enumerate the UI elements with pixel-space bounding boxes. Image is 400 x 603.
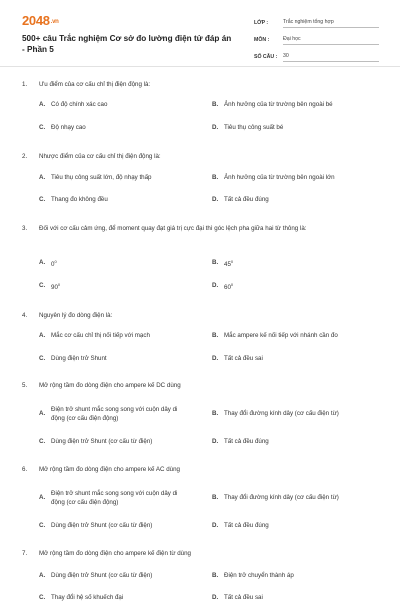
question-text: Nguyên lý đo dòng điện là: xyxy=(39,312,113,319)
question-text: Ưu điểm của cơ cấu chỉ thị điện động là: xyxy=(39,81,151,88)
option-text-main: Tiêu thụ công suất bé xyxy=(224,124,284,132)
option-text xyxy=(51,195,189,205)
answer-option-a[interactable] xyxy=(39,258,189,268)
option-text xyxy=(224,280,382,293)
option-letter: C. xyxy=(39,282,46,290)
option-letter: A. xyxy=(39,174,46,182)
option-text xyxy=(224,354,382,364)
option-text-main: Có độ chính xác cao xyxy=(51,101,108,109)
option-letter: D. xyxy=(212,522,219,530)
answer-option-a[interactable] xyxy=(39,571,189,581)
option-text xyxy=(224,100,382,110)
option-letter: B. xyxy=(212,572,219,580)
option-text-main: Ảnh hưởng của từ trường bên ngoài lớn xyxy=(224,174,335,182)
option-text-main: Tất cả đều đúng xyxy=(224,196,269,204)
question-number: 5. xyxy=(22,382,28,389)
question-number: 3. xyxy=(22,225,28,232)
option-text-main: Thang đo không đều xyxy=(51,196,108,204)
question-text: Mở rộng tầm đo dòng điện cho ampere kế điện từ dùng xyxy=(39,550,191,557)
answer-option-d[interactable] xyxy=(212,593,382,603)
option-letter: A. xyxy=(39,332,46,340)
question-text: Mở rộng tầm đo dòng điện cho ampere kế AC dùng xyxy=(39,466,180,473)
option-text-main: Tiêu thụ công suất lớn, độ nhạy thấp xyxy=(51,174,152,182)
option-text xyxy=(224,571,382,581)
option-superscript: 0 xyxy=(57,281,61,287)
option-letter: B. xyxy=(212,174,219,182)
option-text xyxy=(51,521,189,531)
meta-row-subject xyxy=(254,31,379,45)
answer-option-d[interactable] xyxy=(212,354,382,364)
option-text xyxy=(51,571,189,581)
option-letter: D. xyxy=(212,124,219,132)
option-letter: D. xyxy=(212,438,219,446)
answer-option-a[interactable] xyxy=(39,489,189,506)
option-letter: D. xyxy=(212,355,219,363)
option-text-main: Dùng điện trở Shunt (cơ cấu từ điện) xyxy=(51,572,153,580)
question-number: 2. xyxy=(22,153,28,160)
answer-option-d[interactable] xyxy=(212,437,382,447)
option-text-main: Thay đổi đường kính dây (cơ cấu điện từ) xyxy=(224,410,339,418)
question-stem xyxy=(22,152,378,162)
question-number: 6. xyxy=(22,466,28,473)
option-text-main: Tất cả đều sai xyxy=(224,594,263,602)
option-letter: A. xyxy=(39,101,46,109)
question-stem xyxy=(22,465,378,475)
answer-option-b[interactable] xyxy=(212,493,382,503)
question-stem xyxy=(22,381,378,391)
answer-option-a[interactable] xyxy=(39,100,189,110)
option-superscript: 0 xyxy=(230,258,234,264)
option-text-main: Tất cả đều đúng xyxy=(224,438,269,446)
option-text xyxy=(224,123,382,133)
meta-value: 30 xyxy=(283,53,379,62)
question-stem xyxy=(22,80,378,90)
meta-key: SỐ CÂU : xyxy=(254,54,278,60)
question-number: 7. xyxy=(22,550,28,557)
option-text-main: Điện trở shunt mắc song song với cuộn dây di động (cơ cấu điện động) xyxy=(51,405,178,422)
answer-option-b[interactable] xyxy=(212,100,382,110)
option-text-main: 90 xyxy=(51,283,58,291)
option-letter: B. xyxy=(212,101,219,109)
option-text-main: Mắc ampere kế nối tiếp với nhánh cần đo xyxy=(224,332,338,340)
answer-option-d[interactable] xyxy=(212,521,382,531)
answer-option-c[interactable] xyxy=(39,123,189,133)
option-letter: A. xyxy=(39,572,46,580)
answer-option-c[interactable] xyxy=(39,195,189,205)
option-letter: A. xyxy=(39,410,46,418)
option-text xyxy=(224,195,382,205)
answer-option-a[interactable] xyxy=(39,331,189,341)
meta-value: Trắc nghiệm tổng hợp xyxy=(283,19,379,28)
answer-option-c[interactable] xyxy=(39,593,189,603)
answer-option-a[interactable] xyxy=(39,173,189,183)
option-letter: C. xyxy=(39,594,46,602)
question-text: Mở rộng tầm đo dòng điện cho ampere kế DC dùng xyxy=(39,382,181,389)
option-text xyxy=(51,173,189,183)
option-letter: A. xyxy=(39,494,46,502)
meta-value: Đại học xyxy=(283,36,379,45)
option-text-main: Thay đổi đường kính dây (cơ cấu điện từ) xyxy=(224,494,339,502)
option-letter: D. xyxy=(212,282,219,290)
option-text-main: Tất cả đều đúng xyxy=(224,522,269,530)
question-number: 4. xyxy=(22,312,28,319)
answer-option-c[interactable] xyxy=(39,281,189,291)
answer-option-b[interactable] xyxy=(212,409,382,419)
meta-row-count xyxy=(254,48,379,62)
option-letter: C. xyxy=(39,522,46,530)
answer-option-b[interactable] xyxy=(212,331,382,341)
option-superscript: 0 xyxy=(230,281,234,287)
site-logo[interactable] xyxy=(22,13,59,28)
question-number: 1. xyxy=(22,81,28,88)
option-letter: B. xyxy=(212,332,219,340)
option-letter: C. xyxy=(39,196,46,204)
option-superscript: 0 xyxy=(54,258,57,264)
answer-option-d[interactable] xyxy=(212,195,382,205)
option-text-main: 0 xyxy=(51,260,55,268)
answer-option-a[interactable] xyxy=(39,405,189,422)
option-text xyxy=(224,409,382,419)
option-text xyxy=(224,593,382,603)
option-text xyxy=(224,493,382,503)
option-letter: B. xyxy=(212,259,219,267)
option-text-main: 45 xyxy=(224,260,231,268)
logo-suffix-text: .vn xyxy=(50,18,59,25)
answer-option-b[interactable] xyxy=(212,258,382,268)
option-text-main: Ảnh hưởng của từ trường bên ngoài bé xyxy=(224,101,333,109)
option-text xyxy=(224,331,382,341)
option-text xyxy=(224,257,382,270)
option-letter: B. xyxy=(212,494,219,502)
document-meta xyxy=(254,14,379,65)
option-text-main: Mắc cơ cấu chỉ thị nối tiếp với mạch xyxy=(51,332,150,340)
meta-row-class xyxy=(254,14,379,28)
answer-option-b[interactable] xyxy=(212,173,382,183)
option-text xyxy=(51,593,189,603)
answer-option-b[interactable] xyxy=(212,571,382,581)
question-stem xyxy=(22,311,378,321)
answer-option-d[interactable] xyxy=(212,123,382,133)
option-letter: C. xyxy=(39,355,46,363)
answer-option-c[interactable] xyxy=(39,354,189,364)
option-text xyxy=(51,331,189,341)
option-letter: B. xyxy=(212,410,219,418)
option-text xyxy=(51,405,189,424)
option-text-main: Tất cả đều sai xyxy=(224,355,263,363)
answer-option-d[interactable] xyxy=(212,281,382,291)
logo-main-text: 2048 xyxy=(22,13,50,28)
option-text-main: Điện trở shunt mắc song song với cuộn dây di động (cơ cấu điện động) xyxy=(51,489,178,506)
option-text xyxy=(224,521,382,531)
question-text: Đối với cơ cấu cảm ứng, để moment quay đạt giá trị cực đại thì góc lệch pha giữa hai từ thông là: xyxy=(39,225,307,232)
answer-option-c[interactable] xyxy=(39,521,189,531)
option-text-main: Độ nhạy cao xyxy=(51,124,86,132)
option-text xyxy=(51,489,189,508)
option-text xyxy=(224,437,382,447)
option-text xyxy=(51,437,189,447)
option-letter: C. xyxy=(39,124,46,132)
option-letter: C. xyxy=(39,438,46,446)
document-title: 500+ câu Trắc nghiệm Cơ sở đo lường điện tử đáp án - Phần 5 xyxy=(22,34,232,54)
question-stem xyxy=(22,224,378,234)
option-text xyxy=(224,173,382,183)
option-letter: D. xyxy=(212,594,219,602)
option-letter: A. xyxy=(39,259,46,267)
option-text-main: Dùng điện trở Shunt xyxy=(51,355,107,363)
option-text-main: Thay đổi hệ số khuếch đại xyxy=(51,594,124,602)
option-text xyxy=(51,257,189,270)
option-text-main: Dùng điện trở Shunt (cơ cấu từ điện) xyxy=(51,522,153,530)
option-text-main: Điện trở chuyển thành áp xyxy=(224,572,294,580)
option-text xyxy=(51,280,189,293)
option-text xyxy=(51,354,189,364)
meta-key: MÔN : xyxy=(254,37,270,43)
option-text xyxy=(51,123,189,133)
option-letter: D. xyxy=(212,196,219,204)
option-text xyxy=(51,100,189,110)
meta-key: LỚP : xyxy=(254,20,269,26)
question-text: Nhược điểm của cơ cấu chỉ thị điện động là: xyxy=(39,153,161,160)
answer-option-c[interactable] xyxy=(39,437,189,447)
option-text-main: 60 xyxy=(224,283,231,291)
option-text-main: Dùng điện trở Shunt (cơ cấu từ điện) xyxy=(51,438,153,446)
question-stem xyxy=(22,549,378,559)
header-divider xyxy=(0,66,400,67)
